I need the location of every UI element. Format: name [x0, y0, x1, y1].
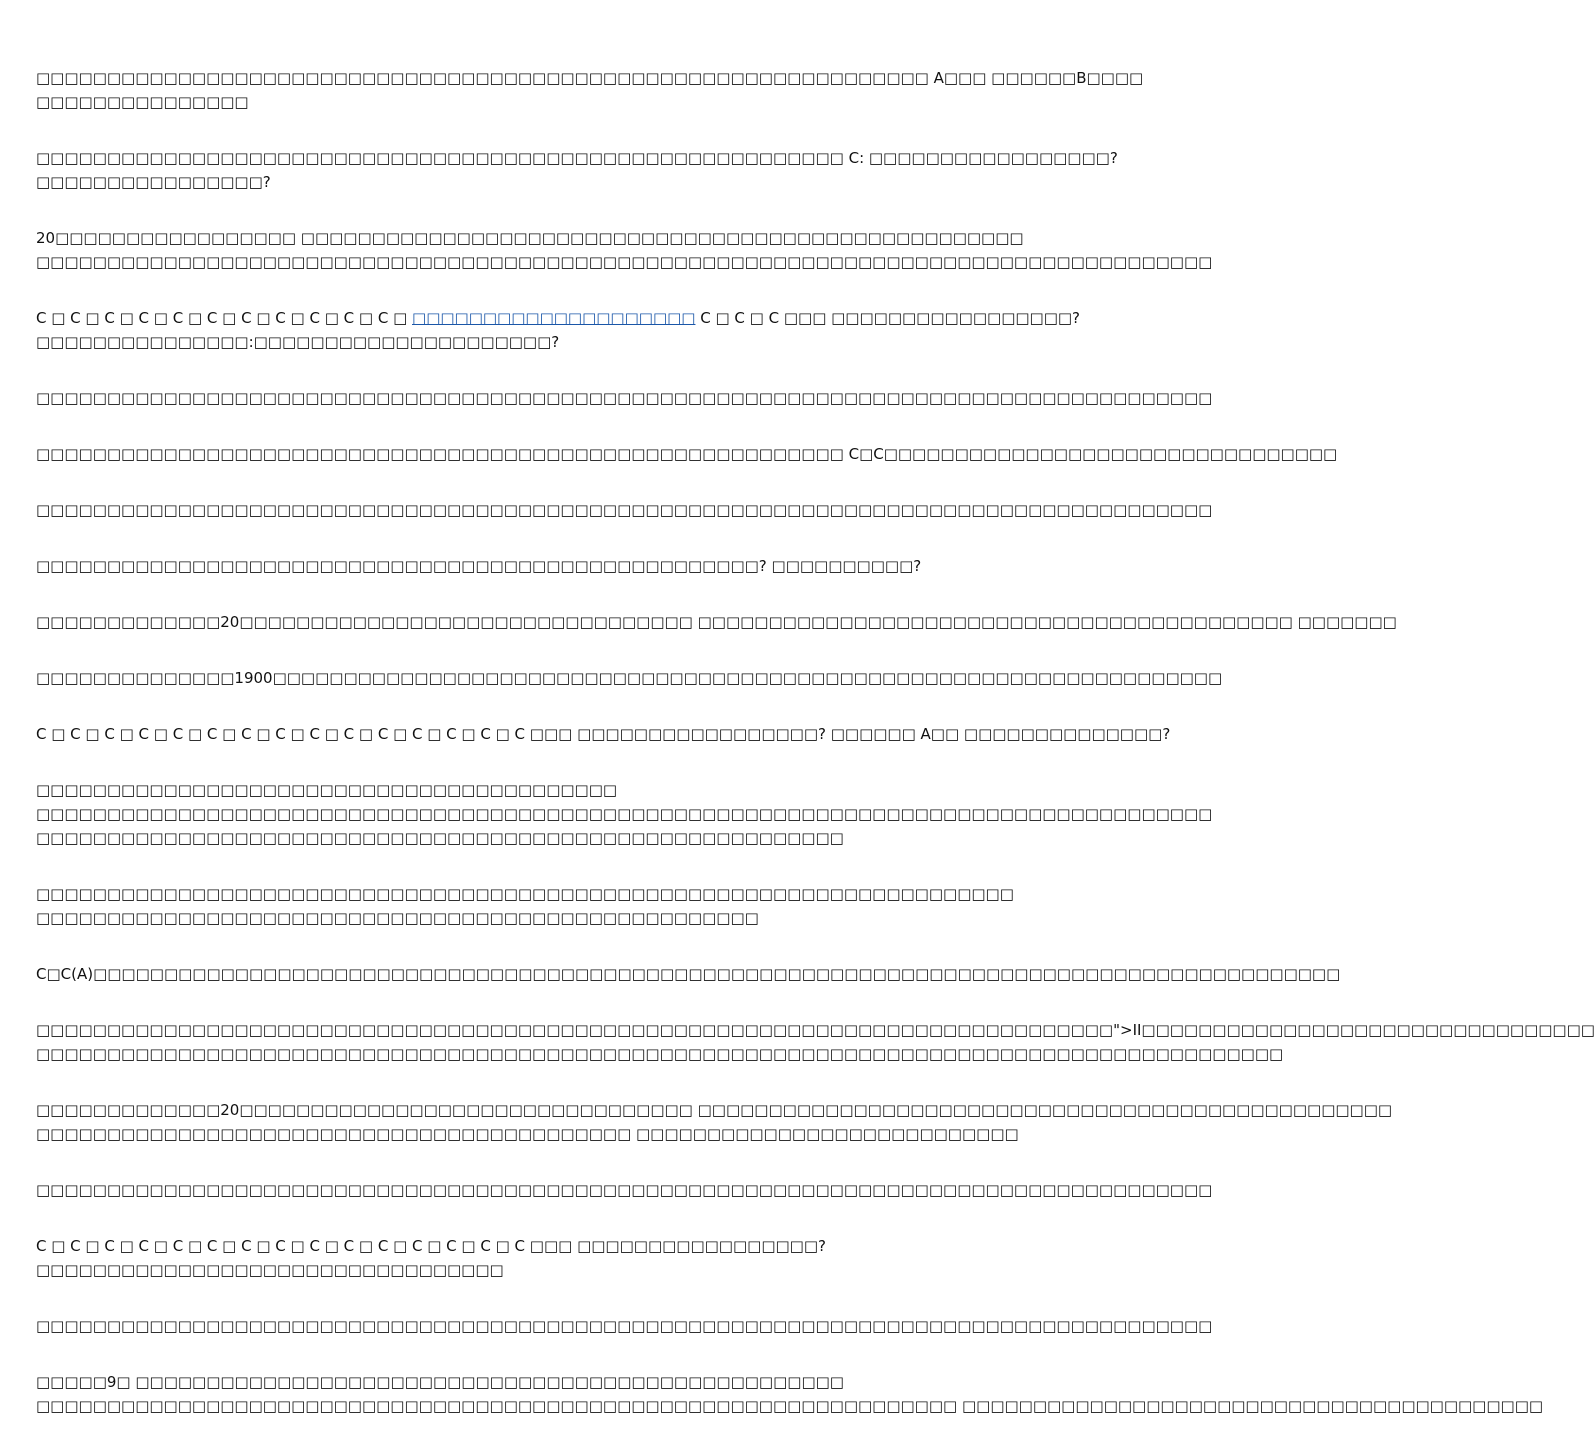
text-line: 20□□□□□□□□□□□□□□□□□ □□□□□□□□□□□□□□□□□□□□□□□□□□□□□□□□□□□□□□□□□□□□□□□□□□□ [36, 229, 1024, 247]
paragraph-12 [36, 778, 1213, 850]
text-line: □□□□□□□□□□□□□20□□□□□□□□□□□□□□□□□□□□□□□□□□□□□□□□ □□□□□□□□□□□□□□□□□□□□□□□□□□□□□□□□□□□□□□□□□□□□□□□□□ [36, 1101, 1393, 1119]
text-line: □□□□□□□□□□□□□□□□□□□□□□□□□□□□□□□□□□□□□□□□□□□□□□□□□□□□□□□□□□□□□□□□□□□□□□□□□□□□□□□□□□□ [36, 253, 1213, 271]
text-line: □□□□□□□□□□□□□□□□□□□□□□□□□□□□□□□□□□□□□□□□□□ □□□□□□□□□□□□□□□□□□□□□□□□□□□ [36, 1125, 1019, 1143]
text-line: □□□□□□□□□□□□□20□□□□□□□□□□□□□□□□□□□□□□□□□□□□□□□□ □□□□□□□□□□□□□□□□□□□□□□□□□□□□□□□□□□□□□□□□□□ □□□□□□□ [36, 613, 1397, 631]
paragraph-14 [36, 962, 1341, 986]
paragraph-20 [36, 1370, 1544, 1418]
paragraph-16 [36, 1098, 1393, 1146]
inline-link[interactable]: □□□□□□□□□□□□□□□□□□□□ [412, 309, 696, 327]
text-line: □□□□□□□□□□□□□□□□□□□□□□□□□□□□□□□□□□□□□□□□□□□□□□□□□□□□□□□□□□□□□□□□□□□□□□□□□□□□□□□□□□□□□□□□ [36, 1045, 1284, 1063]
paragraph-4-with-link [36, 306, 1081, 354]
text-line: □□□□□□□□□□□□□□□ [36, 93, 249, 111]
paragraph-17 [36, 1178, 1213, 1202]
paragraph-6 [36, 442, 1338, 466]
paragraph-19 [36, 1314, 1213, 1338]
text-line [36, 306, 1081, 330]
text-line: □□□□□□□□□□□□□□□□□□□□□□□□□□□□□□□□□ [36, 1261, 504, 1279]
text-line: □□□□□□□□□□□□□□1900□□□□□□□□□□□□□□□□□□□□□□□□□□□□□□□□□□□□□□□□□□□□□□□□□□□□□□□□□□□□□□□□□□□ [36, 669, 1223, 687]
text-line: □□□□□□□□□□□□□□□□□□□□□□□□□□□□□□□□□□□□□□□□□□□□□□□□□□□□□□□□□□□□□□□□□□□□□□□□□□□□□□□□□□□ [36, 1181, 1213, 1199]
paragraph-11 [36, 722, 1171, 746]
text-line: □□□□□□□□□□□□□□□□□□□□□□□□□□□□□□□□□□□□□□□□□□□□□□□□□□□□□□□□□□□□□□□□□□□□□□□□□□□□">II□□□□□□□□□□□□□□□□□□□□□□□□□□□□□□□□ [36, 1021, 1595, 1039]
text-line: □□□□□□□□□□□□□□□□? [36, 173, 271, 191]
paragraph-1 [36, 66, 1144, 114]
text-line: □□□□□□□□□□□□□□□□□□□□□□□□□□□□□□□□□□□□□□□□□□□□□□□□□□□□□□□□□□□□□□□□□□□□□□□□□□□□□□□□□□□ [36, 1317, 1213, 1335]
paragraph-5 [36, 386, 1213, 410]
text-line: □□□□□□□□□□□□□□□□□□□□□□□□□□□□□□□□□□□□□□□□□□□□□□□□□□□□□□□□□□□□□□□□□□□□□ [36, 885, 1014, 903]
text-before-link: C □ C □ C □ C □ C □ C □ C □ C □ C □ C □ C □ [36, 309, 413, 327]
paragraph-2 [36, 146, 1118, 194]
text-line: □□□□□□□□□□□□□□□□□□□□□□□□□□□□□□□□□□□□□□□□□□□□□□□□□□□□□□□□□□□□□□□□□ □□□□□□□□□□□□□□□□□□□□□□□□□□□□□□□□□□□□□□□□□ [36, 1397, 1544, 1415]
text-line: □□□□□□□□□□□□□□□□□□□□□□□□□□□□□□□□□□□□□□□□□□□□□□□□□□□□□□□□□□□□□□□ A□□□ □□□□□□B□□□□ [36, 69, 1144, 87]
paragraph-13 [36, 882, 1014, 930]
paragraph-9 [36, 610, 1397, 634]
text-line: □□□□□□□□□□□□□□□□□□□□□□□□□□□□□□□□□□□□□□□□□□□□□□□□□□□□□□□□□ C: □□□□□□□□□□□□□□□□□? [36, 149, 1118, 167]
text-line: □□□□□□□□□□□□□□□□□□□□□□□□□□□□□□□□□□□□□□□□□□□□□□□□□□□? □□□□□□□□□□? [36, 557, 922, 575]
paragraph-18 [36, 1234, 990, 1282]
text-line: □□□□□□□□□□□□□□□□□□□□□□□□□□□□□□□□□□□□□□□□□□□□□□□□□□□ [36, 909, 759, 927]
paragraph-7 [36, 498, 1213, 522]
text-line: C □ C □ C □ C □ C □ C □ C □ C □ C □ C □ C □ C □ C □ C □ C □□□ □□□□□□□□□□□□□□□□□? □□□□□□ A□□ □□□□□□□□□□□□□□? [36, 725, 1171, 743]
paragraph-10 [36, 666, 1223, 690]
text-line: □□□□□9□ □□□□□□□□□□□□□□□□□□□□□□□□□□□□□□□□□□□□□□□□□□□□□□□□□□ [36, 1373, 844, 1391]
text-after-link: C □ C □ C □□□ □□□□□□□□□□□□□□□□□? [695, 309, 1081, 327]
text-line: □□□□□□□□□□□□□□□□□□□□□□□□□□□□□□□□□□□□□□□□□□□□□□□□□□□□□□□□□□□□□□□□□□□□□□□□□□□□□□□□□□□ [36, 805, 1213, 823]
paragraph-3 [36, 226, 1213, 274]
text-line: □□□□□□□□□□□□□□□□□□□□□□□□□□□□□□□□□□□□□□□□□□□□□□□□□□□□□□□□□□□□□□□□□□□□□□□□□□□□□□□□□□□ [36, 389, 1213, 407]
text-line: □□□□□□□□□□□□□□□□□□□□□□□□□□□□□□□□□□□□□□□□□□□□□□□□□□□□□□□□□□□□□□□□□□□□□□□□□□□□□□□□□□□ [36, 501, 1213, 519]
text-line: C□C(A)□□□□□□□□□□□□□□□□□□□□□□□□□□□□□□□□□□□□□□□□□□□□□□□□□□□□□□□□□□□□□□□□□□□□□□□□□□□□□□□□□□□□□□□□ [36, 965, 1341, 983]
paragraph-8 [36, 554, 990, 578]
text-line: □□□□□□□□□□□□□□□:□□□□□□□□□□□□□□□□□□□□□? [36, 333, 560, 351]
text-line: □□□□□□□□□□□□□□□□□□□□□□□□□□□□□□□□□□□□□□□□□ [36, 781, 618, 799]
text-line: □□□□□□□□□□□□□□□□□□□□□□□□□□□□□□□□□□□□□□□□□□□□□□□□□□□□□□□□□ C□C□□□□□□□□□□□□□□□□□□□□□□□□□□□□□□□□ [36, 445, 1338, 463]
paragraph-15 [36, 1018, 1595, 1066]
text-line: □□□□□□□□□□□□□□□□□□□□□□□□□□□□□□□□□□□□□□□□□□□□□□□□□□□□□□□□□ [36, 829, 844, 847]
text-line: C □ C □ C □ C □ C □ C □ C □ C □ C □ C □ C □ C □ C □ C □ C □□□ □□□□□□□□□□□□□□□□□? [36, 1237, 826, 1255]
